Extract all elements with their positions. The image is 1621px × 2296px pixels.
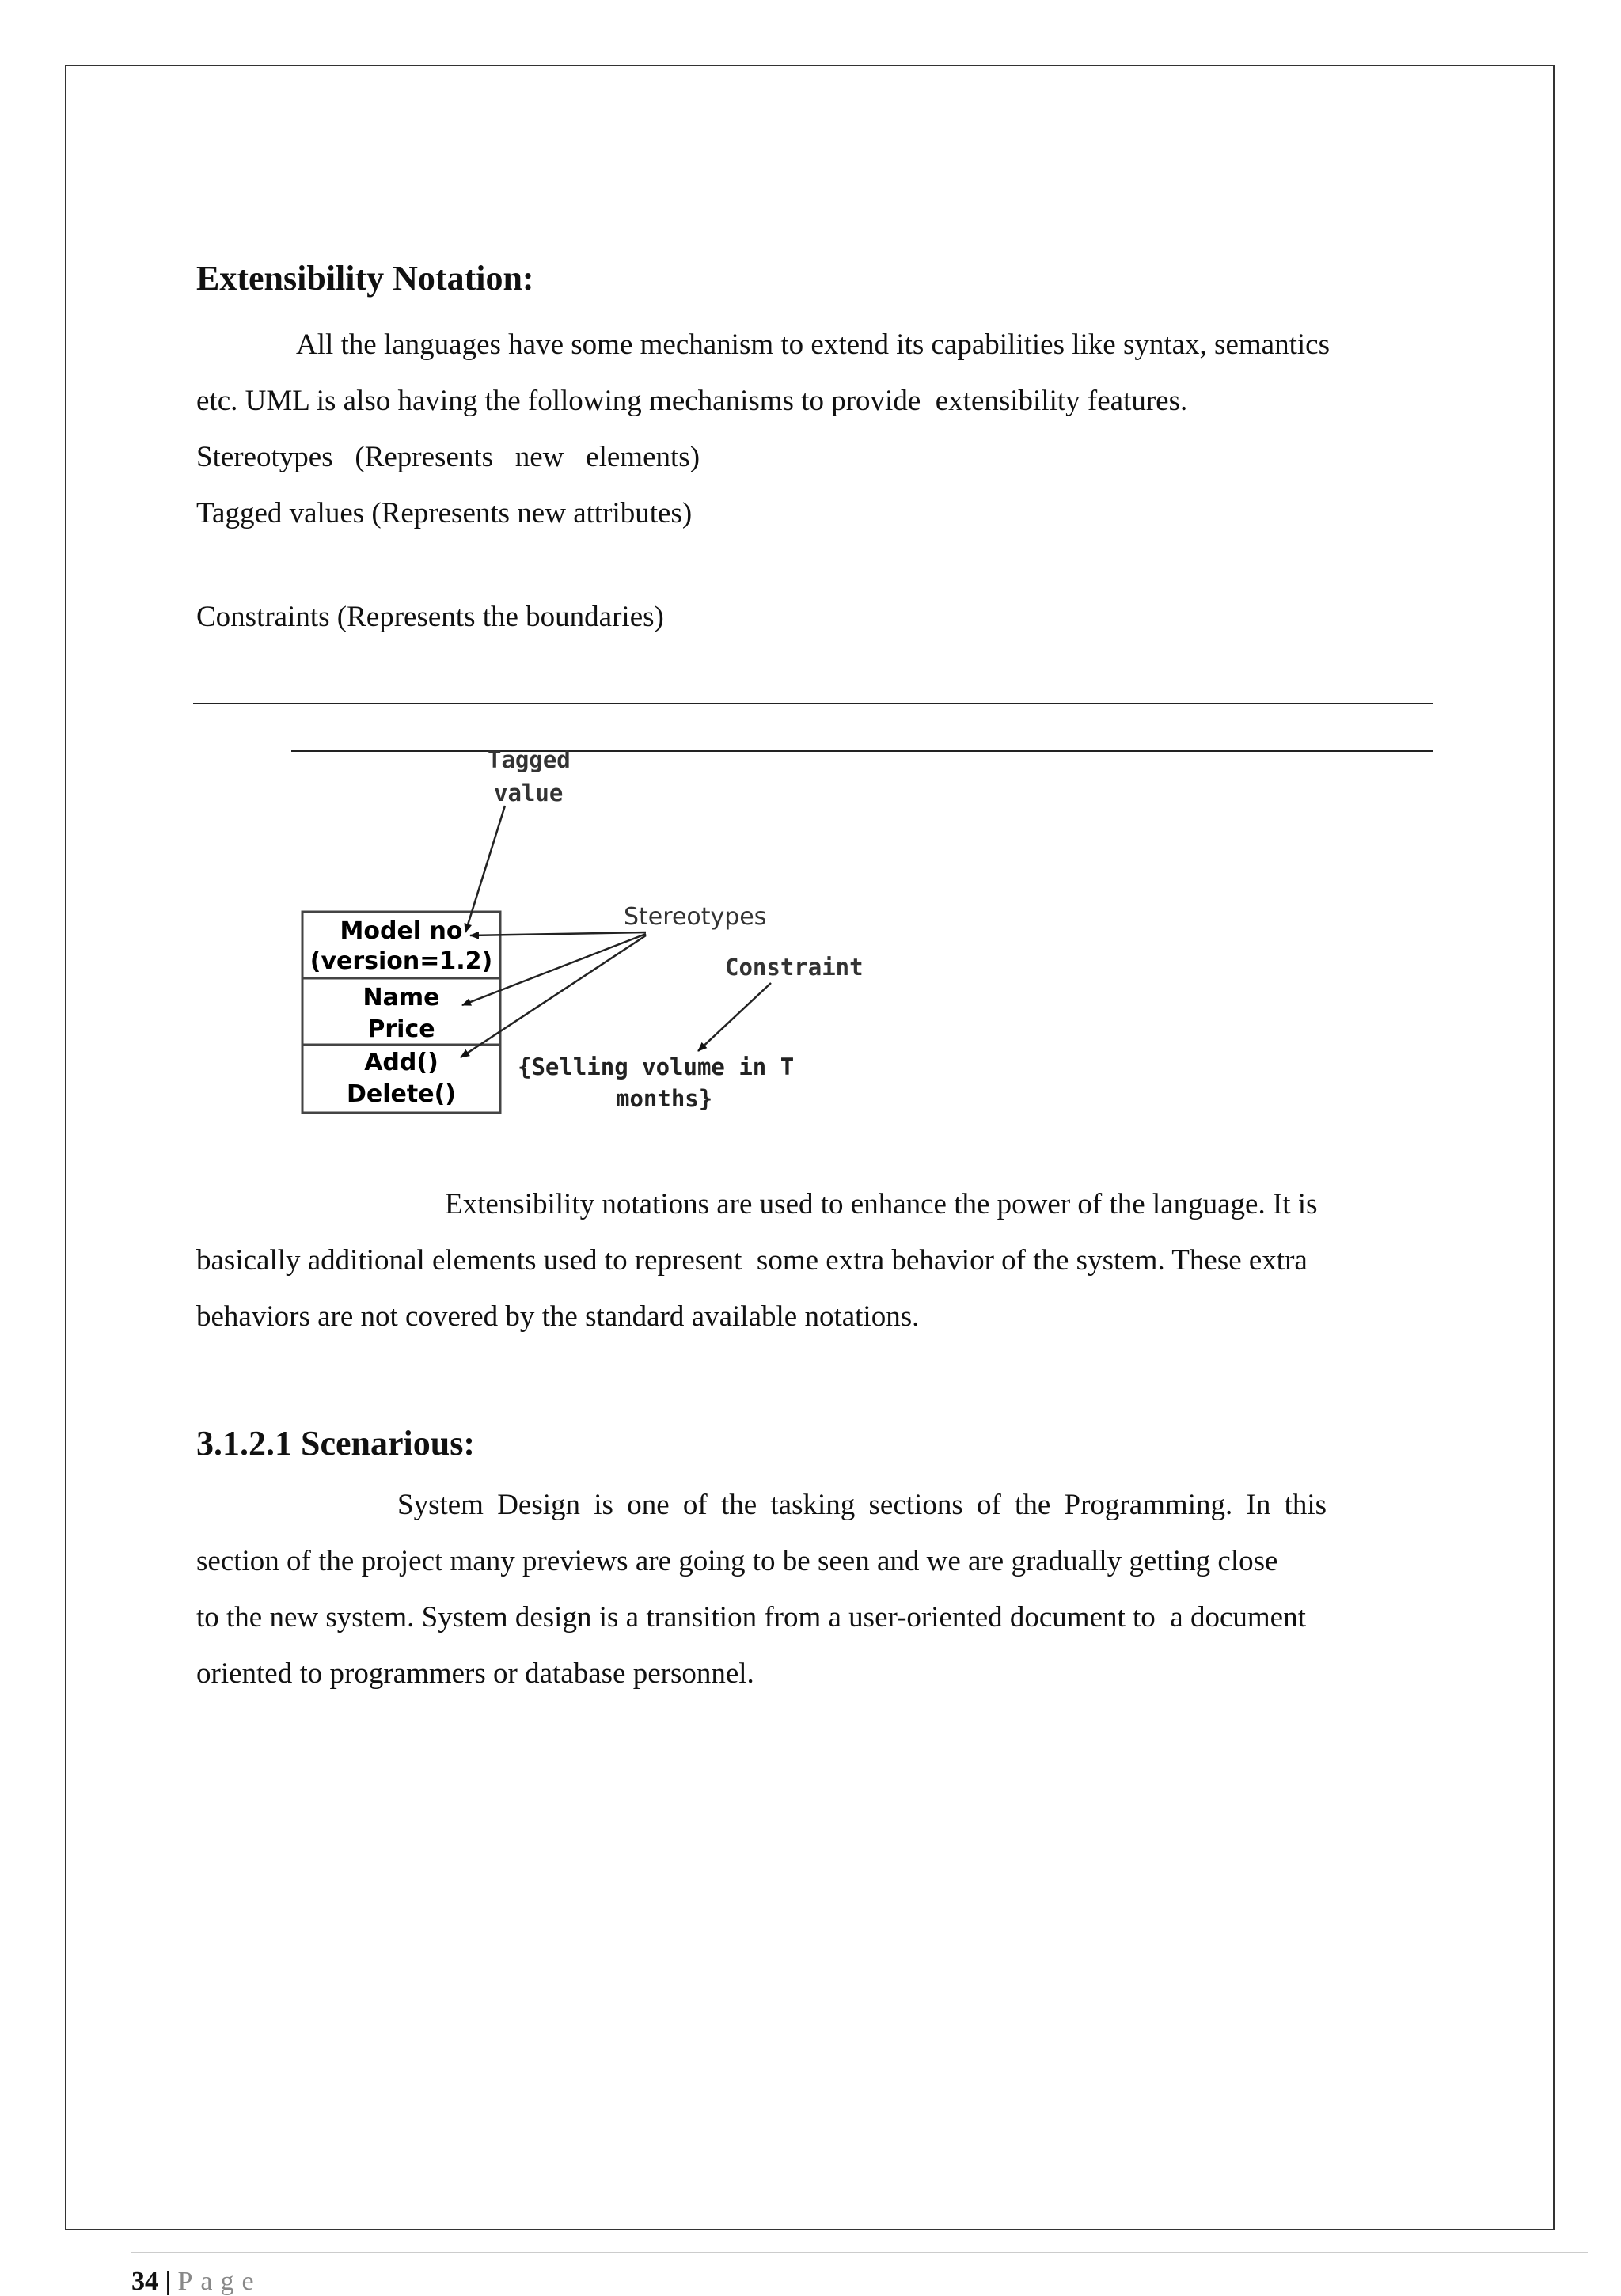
diagram-arrows xyxy=(461,806,771,1057)
intro-line-1: All the languages have some mechanism to extend its capabilities like syntax, semantics xyxy=(296,328,1330,361)
page-footer xyxy=(131,2268,262,2295)
section-heading-extensibility: Extensibility Notation: xyxy=(196,259,534,298)
intro-line-2: etc. UML is also having the following mechanisms to provide extensibility features. xyxy=(196,385,1188,417)
footer-separator: | xyxy=(165,2267,171,2296)
page-word: Page xyxy=(177,2267,262,2296)
scenario-line-2: section of the project many previews are going to be seen and we are gradually getting close xyxy=(196,1545,1278,1577)
uml-extensibility-diagram xyxy=(293,744,910,1124)
constraint-text-line2: months} xyxy=(616,1085,713,1112)
body-line-1: Extensibility notations are used to enhance the power of the language. It is xyxy=(445,1188,1318,1220)
stereotypes-label: Stereotypes xyxy=(624,903,767,931)
constraint-label: Constraint xyxy=(725,954,864,981)
tagged-value-label-line2: value xyxy=(494,780,564,806)
scenario-line-3: to the new system. System design is a transition from a user-oriented document to a document xyxy=(196,1601,1306,1634)
scenario-line-4: oriented to programmers or database personnel. xyxy=(196,1657,754,1690)
footer-rule xyxy=(131,2252,1588,2253)
list-item-constraints: Constraints (Represents the boundaries) xyxy=(196,601,664,633)
scenario-line-1: System Design is one of the tasking sections of the Programming. In this xyxy=(397,1489,1327,1521)
operation-add: Add() xyxy=(364,1049,438,1076)
list-item-tagged-values: Tagged values (Represents new attributes) xyxy=(196,497,693,529)
section-heading-scenarious: 3.1.2.1 Scenarious: xyxy=(196,1424,475,1463)
page-number: 34 xyxy=(131,2267,158,2296)
class-name-line1: Model no xyxy=(340,917,463,945)
uml-class-box xyxy=(302,912,500,1113)
list-item-stereotypes: Stereotypes (Represents new elements) xyxy=(196,441,700,473)
body-line-3: behaviors are not covered by the standard available notations. xyxy=(196,1300,920,1333)
body-line-2: basically additional elements used to represent some extra behavior of the system. These extra xyxy=(196,1244,1308,1277)
constraint-arrow xyxy=(698,983,771,1051)
class-name-line2: (version=1.2) xyxy=(309,947,493,975)
tagged-value-label-line1: Tagged xyxy=(488,746,571,773)
constraint-text-line1: {Selling volume in T xyxy=(518,1053,795,1080)
attribute-price: Price xyxy=(367,1015,435,1043)
attribute-name: Name xyxy=(363,984,440,1011)
operation-delete: Delete() xyxy=(347,1080,456,1108)
horizontal-rule-1 xyxy=(193,703,1433,704)
